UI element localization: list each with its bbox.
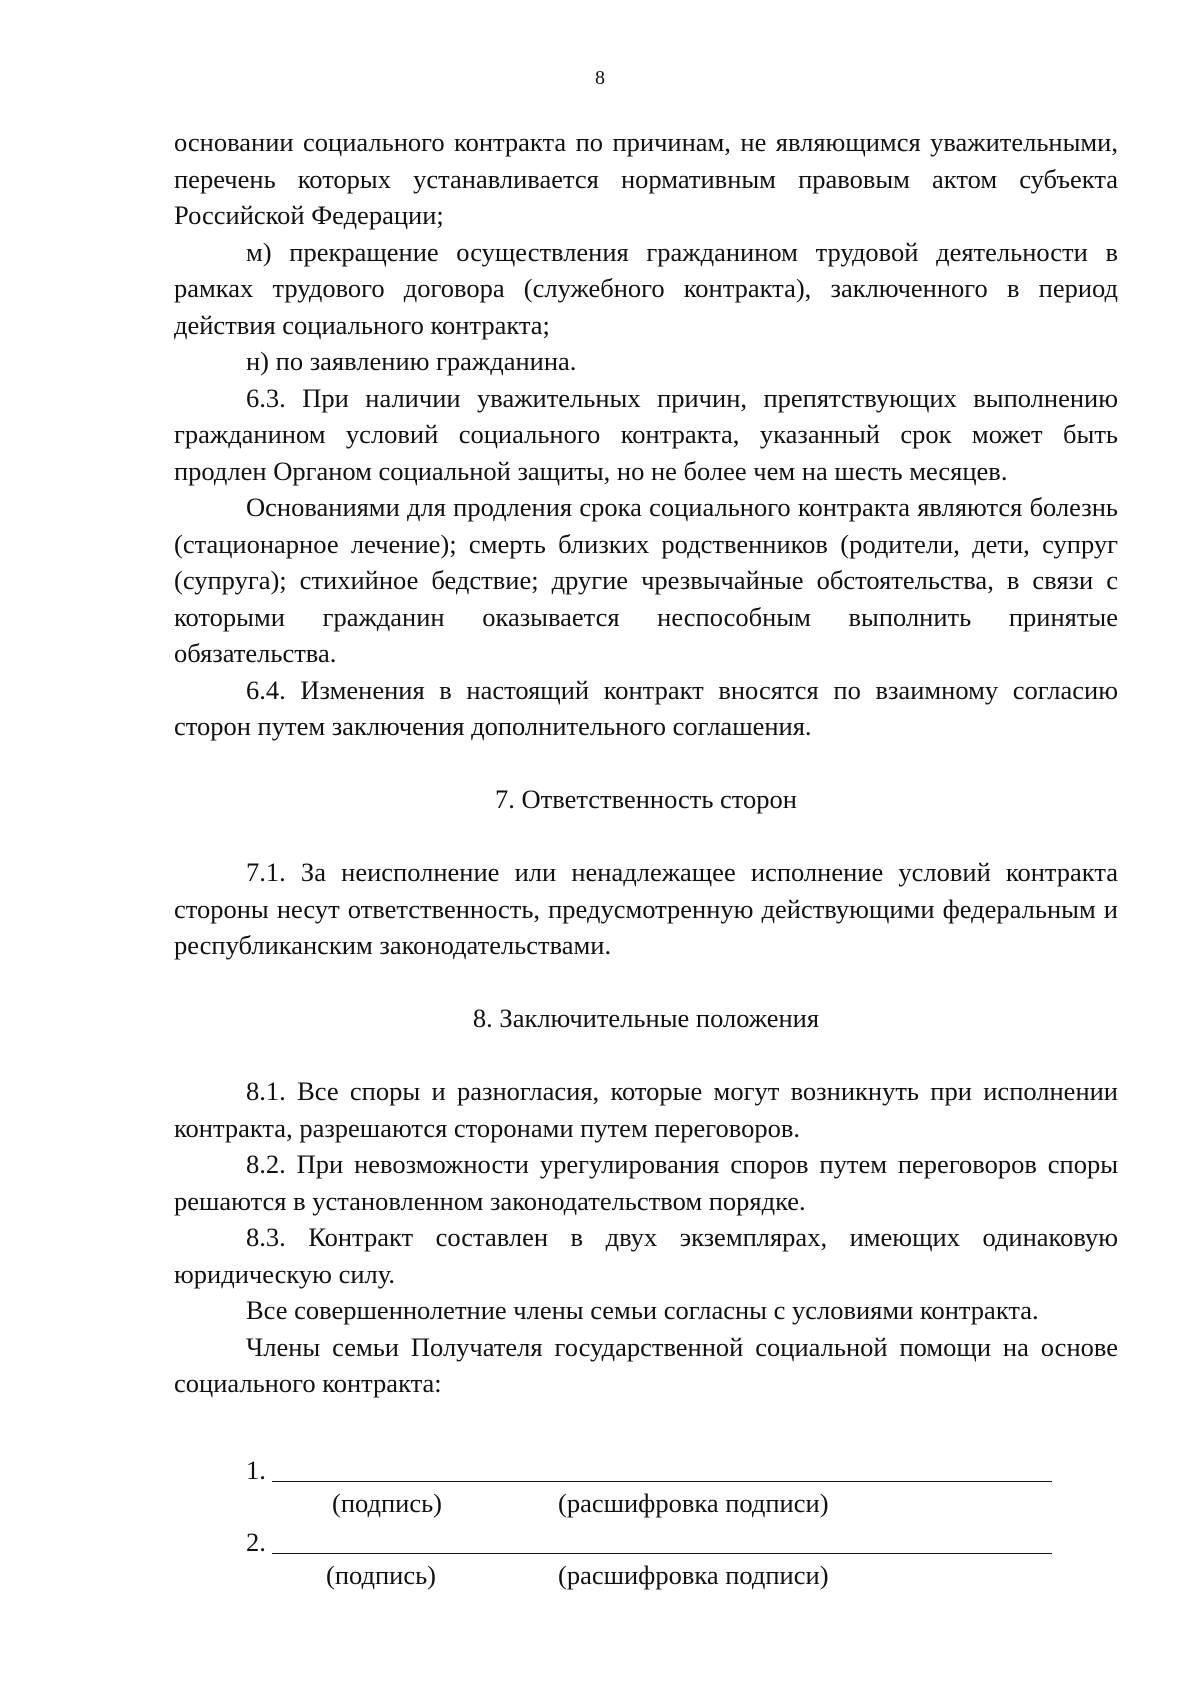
paragraph-family-members: Члены семьи Получателя государственной социальной помощи на основе социального контракта: xyxy=(174,1331,1118,1398)
page-number: 8 xyxy=(595,67,605,89)
signature-rule xyxy=(272,1553,1052,1554)
signature-caption-decode: (расшифровка подписи) xyxy=(558,1560,829,1590)
paragraph-item-n: н) по заявлению гражданина. xyxy=(246,346,577,376)
signature-caption-decode: (расшифровка подписи) xyxy=(558,1488,829,1518)
signature-caption-sign: (подпись) xyxy=(332,1488,443,1518)
signature-rule xyxy=(272,1481,1052,1482)
paragraph-6-4: 6.4. Изменения в настоящий контракт вносятся по взаимному согласию сторон путем заключения дополнительного соглашения. xyxy=(174,674,1118,741)
signature-number: 1. xyxy=(246,1455,266,1485)
signature-line-2 xyxy=(174,1524,1118,1560)
signature-caption-2 xyxy=(174,1560,1118,1596)
signature-line-1 xyxy=(174,1452,1118,1488)
paragraph-8-1: 8.1. Все споры и разногласия, которые могут возникнуть при исполнении контракта, разрешаются сторонами путем переговоров. xyxy=(174,1076,1118,1143)
paragraph-family-consent: Все совершеннолетние члены семьи согласны с условиями контракта. xyxy=(246,1295,1039,1325)
paragraph-extension-grounds: Основаниями для продления срока социального контракта являются болезнь (стационарное лечение); смерть близких родственников (родители, дети, супруг (супруга); стихийное бедствие; другие чрезвычайные обстоятельства, в связи с которыми гражданин оказывается неспособным выполнить принятые обязательства. xyxy=(174,492,1118,668)
paragraph-7-1: 7.1. За неисполнение или ненадлежащее исполнение условий контракта стороны несут ответственность, предусмотренную действующими федеральным и республиканским законодательствами. xyxy=(174,857,1118,960)
signature-caption-sign: (подпись) xyxy=(326,1560,437,1590)
section-heading-8: 8. Заключительные положения xyxy=(472,1003,820,1033)
document-body xyxy=(174,124,1118,1402)
paragraph-8-2: 8.2. При невозможности урегулирования споров путем переговоров споры решаются в установленном законодательством порядке. xyxy=(174,1149,1118,1216)
signature-block xyxy=(174,1452,1118,1596)
paragraph-item-m: м) прекращение осуществления гражданином трудовой деятельности в рамках трудового договора (служебного контракта), заключенного в период действия социального контракта; xyxy=(174,236,1118,340)
paragraph-6-3: 6.3. При наличии уважительных причин, препятствующих выполнению гражданином условий социального контракта, указанный срок может быть продлен Органом социальной защиты, но не более чем на шесть месяцев. xyxy=(174,382,1118,486)
signature-number: 2. xyxy=(246,1527,266,1557)
section-heading-7: 7. Ответственность сторон xyxy=(495,784,797,814)
paragraph-continuation: основании социального контракта по причинам, не являющимся уважительными, перечень которых устанавливается нормативным правовым актом субъекта Российской Федерации; xyxy=(174,127,1118,230)
signature-caption-1 xyxy=(174,1488,1118,1524)
paragraph-8-3: 8.3. Контракт составлен в двух экземплярах, имеющих одинаковую юридическую силу. xyxy=(174,1222,1118,1289)
